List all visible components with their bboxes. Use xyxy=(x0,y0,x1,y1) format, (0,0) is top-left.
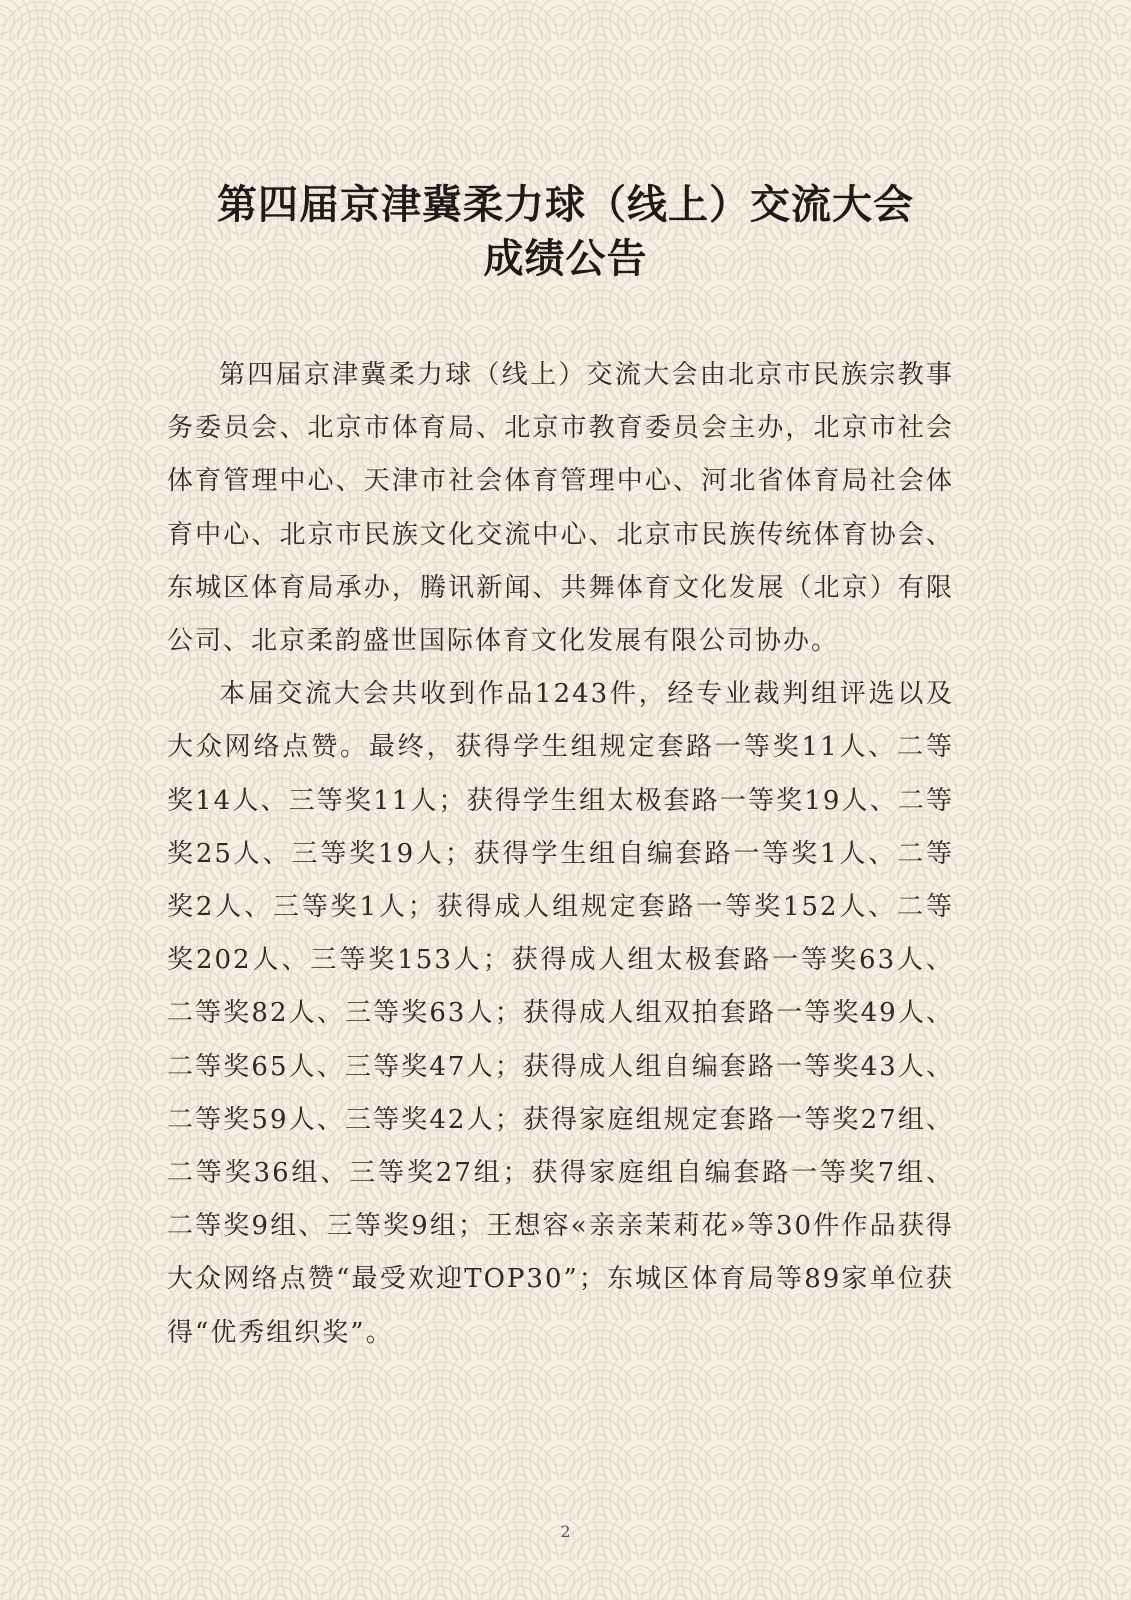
page-number: 2 xyxy=(560,1522,571,1541)
paragraph-organizers: 第四届京津冀柔力球（线上）交流大会由北京市民族宗教事务委员会、北京市体育局、北京市教育委员会主办，北京市社会体育管理中心、天津市社会体育管理中心、河北省体育局社会体育中心、北京市民族文化交流中心、北京市民族传统体育协会、东城区体育局承办，腾讯新闻、共舞体育文化发展（北京）有限公司、北京柔韵盛世国际体育文化发展有限公司协办。 xyxy=(167,360,954,657)
paragraph-results: 本届交流大会共收到作品1243件，经专业裁判组评选以及大众网络点赞。最终，获得学生组规定套路一等奖11人、二等奖14人、三等奖11人；获得学生组太极套路一等奖19人、二等奖25人、三等奖19人；获得学生组自编套路一等奖1人、二等奖2人、三等奖1人；获得成人组规定套路一等奖152人、二等奖202人、三等奖153人；获得成人组太极套路一等奖63人、二等奖82人、三等奖63人；获得成人组双拍套路一等奖49人、二等奖65人、三等奖47人；获得成人组自编套路一等奖43人、二等奖59人、三等奖42人；获得家庭组规定套路一等奖27组、二等奖36组、三等奖27组；获得家庭组自编套路一等奖7组、二等奖9组、三等奖9组；王想容«亲亲茉莉花»等30件作品获得大众网络点赞“最受欢迎TOP30”；东城区体育局等89家单位获得“优秀组织奖”。 xyxy=(167,679,954,1348)
announcement-title xyxy=(0,178,1131,286)
title-line-1: 第四届京津冀柔力球（线上）交流大会 xyxy=(217,181,914,228)
announcement-body xyxy=(167,349,954,1360)
title-line-2: 成绩公告 xyxy=(483,235,648,282)
